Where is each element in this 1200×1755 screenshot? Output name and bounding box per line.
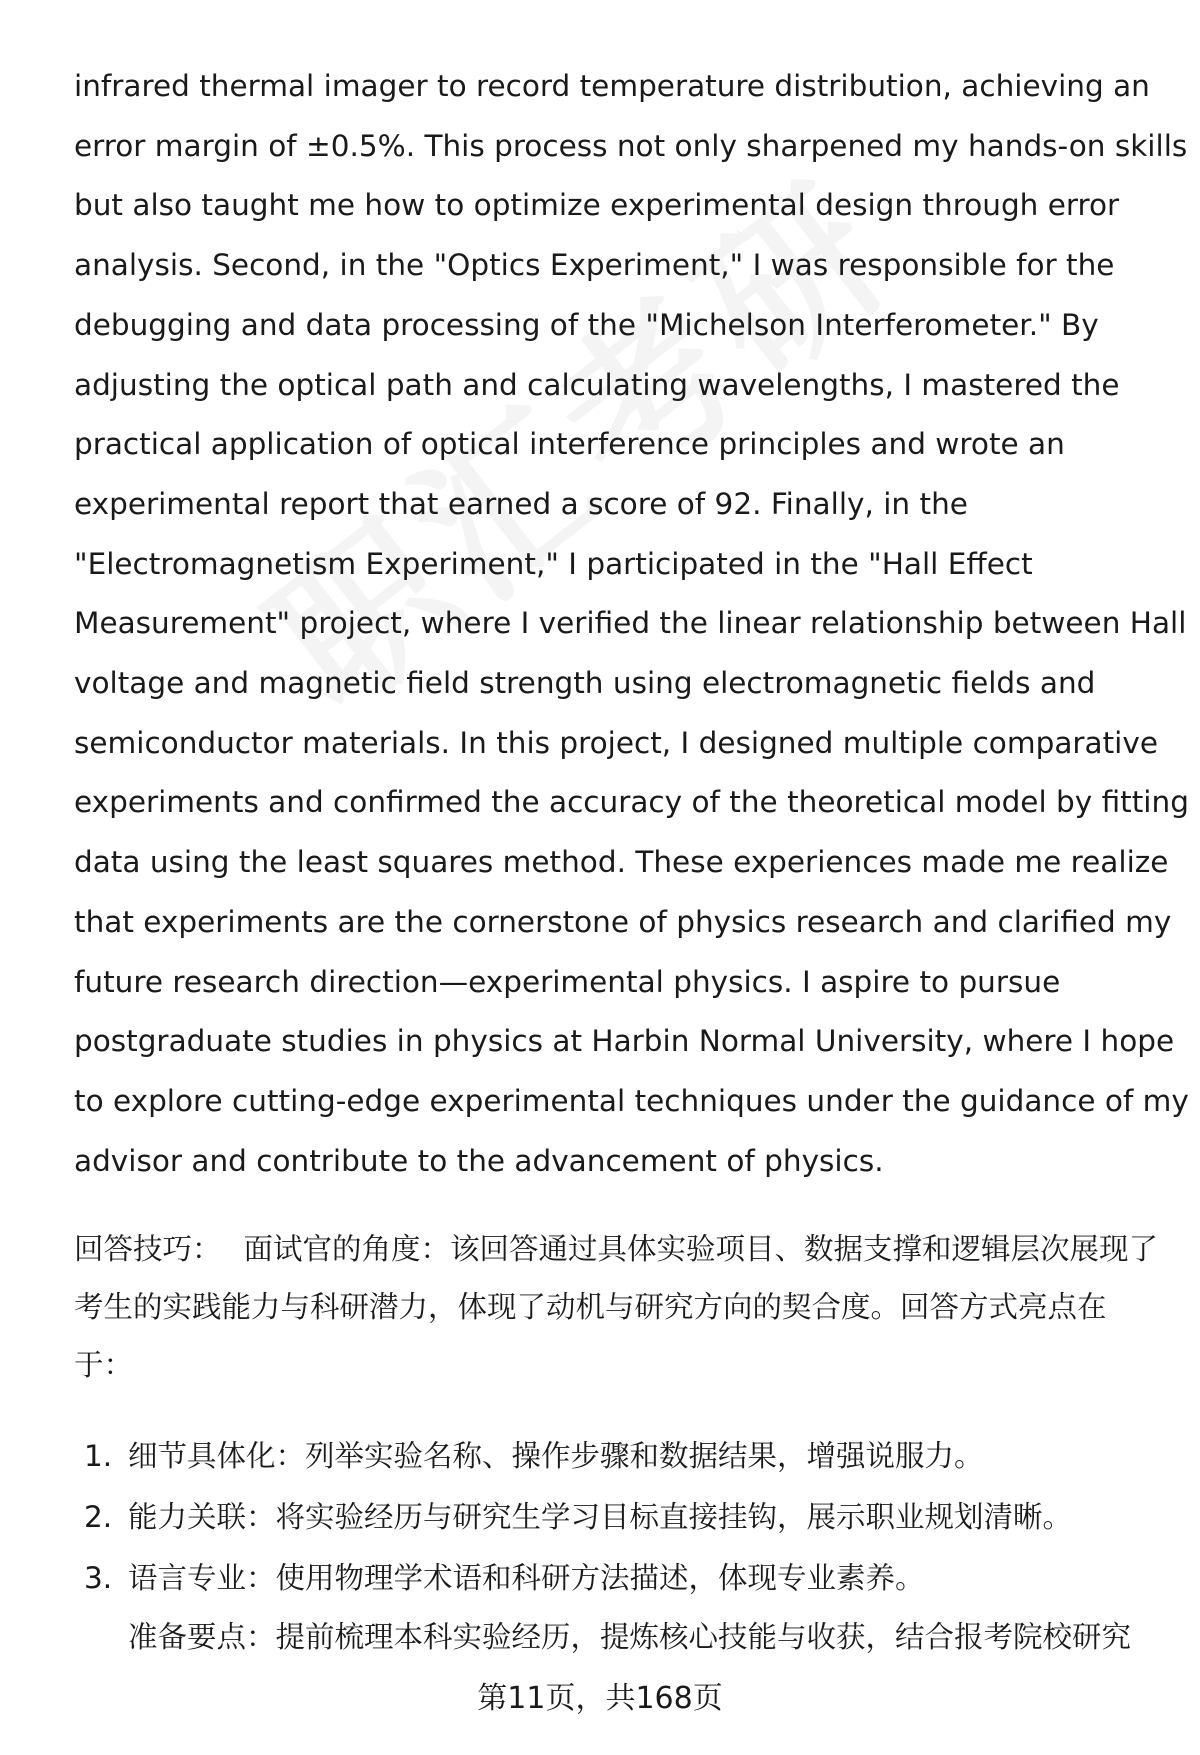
highlights-list bbox=[84, 1426, 1164, 1609]
body-line: voltage and magnetic field strength using electromagnetic fields and bbox=[74, 666, 1096, 701]
list-number: 3. bbox=[84, 1561, 113, 1595]
body-line: to explore cutting-edge experimental techniques under the guidance of my bbox=[74, 1083, 1189, 1118]
tips-line: 于： bbox=[74, 1348, 134, 1382]
list-item bbox=[84, 1548, 1164, 1609]
body-line: analysis. Second, in the "Optics Experiment," I was responsible for the bbox=[74, 248, 1115, 283]
list-item bbox=[84, 1487, 1164, 1548]
body-paragraph bbox=[74, 57, 1189, 1191]
body-line: infrared thermal imager to record temperature distribution, achieving an bbox=[74, 69, 1150, 103]
body-line: advisor and contribute to the advancement of physics. bbox=[74, 1143, 884, 1178]
body-line: "Electromagnetism Experiment," I participated in the "Hall Effect bbox=[74, 546, 1033, 581]
list-number: 2. bbox=[84, 1500, 113, 1534]
body-line: practical application of optical interference principles and wrote an bbox=[74, 427, 1065, 462]
body-line: future research direction—experimental physics. I aspire to pursue bbox=[74, 964, 1061, 999]
list-number: 1. bbox=[84, 1439, 113, 1473]
list-text: 语言专业：使用物理学术语和科研方法描述，体现专业素养。 bbox=[128, 1561, 925, 1595]
body-line: debugging and data processing of the "Michelson Interferometer." By bbox=[74, 307, 1099, 342]
body-line: data using the least squares method. These experiences made me realize bbox=[74, 845, 1169, 880]
body-line: error margin of ±0.5%. This process not only sharpened my hands-on skills bbox=[74, 128, 1188, 163]
preparation-points: 准备要点：提前梳理本科实验经历，提炼核心技能与收获，结合报考院校研究 bbox=[128, 1620, 1132, 1654]
body-line: semiconductor materials. In this project, I designed multiple comparative bbox=[74, 725, 1158, 760]
body-line: experiments and confirmed the accuracy of the theoretical model by fitting bbox=[74, 785, 1189, 820]
tips-line bbox=[74, 1220, 1159, 1278]
body-line: experimental report that earned a score of 92. Finally, in the bbox=[74, 486, 968, 521]
tips-text: 面试官的角度：该回答通过具体实验项目、数据支撑和逻辑层次展现了 bbox=[243, 1232, 1159, 1266]
list-item bbox=[84, 1426, 1164, 1487]
body-line: but also taught me how to optimize experimental design through error bbox=[74, 188, 1120, 223]
list-text: 细节具体化：列举实验名称、操作步骤和数据结果，增强说服力。 bbox=[128, 1439, 984, 1473]
answer-tips bbox=[74, 1220, 1159, 1394]
tips-line: 考生的实践能力与科研潜力，体现了动机与研究方向的契合度。回答方式亮点在 bbox=[74, 1290, 1107, 1324]
list-text: 能力关联：将实验经历与研究生学习目标直接挂钩，展示职业规划清晰。 bbox=[128, 1500, 1073, 1534]
page-number: 第11页，共168页 bbox=[477, 1681, 723, 1716]
body-line: Measurement" project, where I verified the linear relationship between Hall bbox=[74, 606, 1187, 641]
body-line: that experiments are the cornerstone of physics research and clarified my bbox=[74, 904, 1172, 939]
tips-label: 回答技巧： bbox=[74, 1232, 222, 1266]
body-line: adjusting the optical path and calculating wavelengths, I mastered the bbox=[74, 367, 1120, 402]
body-line: postgraduate studies in physics at Harbin Normal University, where I hope bbox=[74, 1024, 1175, 1059]
